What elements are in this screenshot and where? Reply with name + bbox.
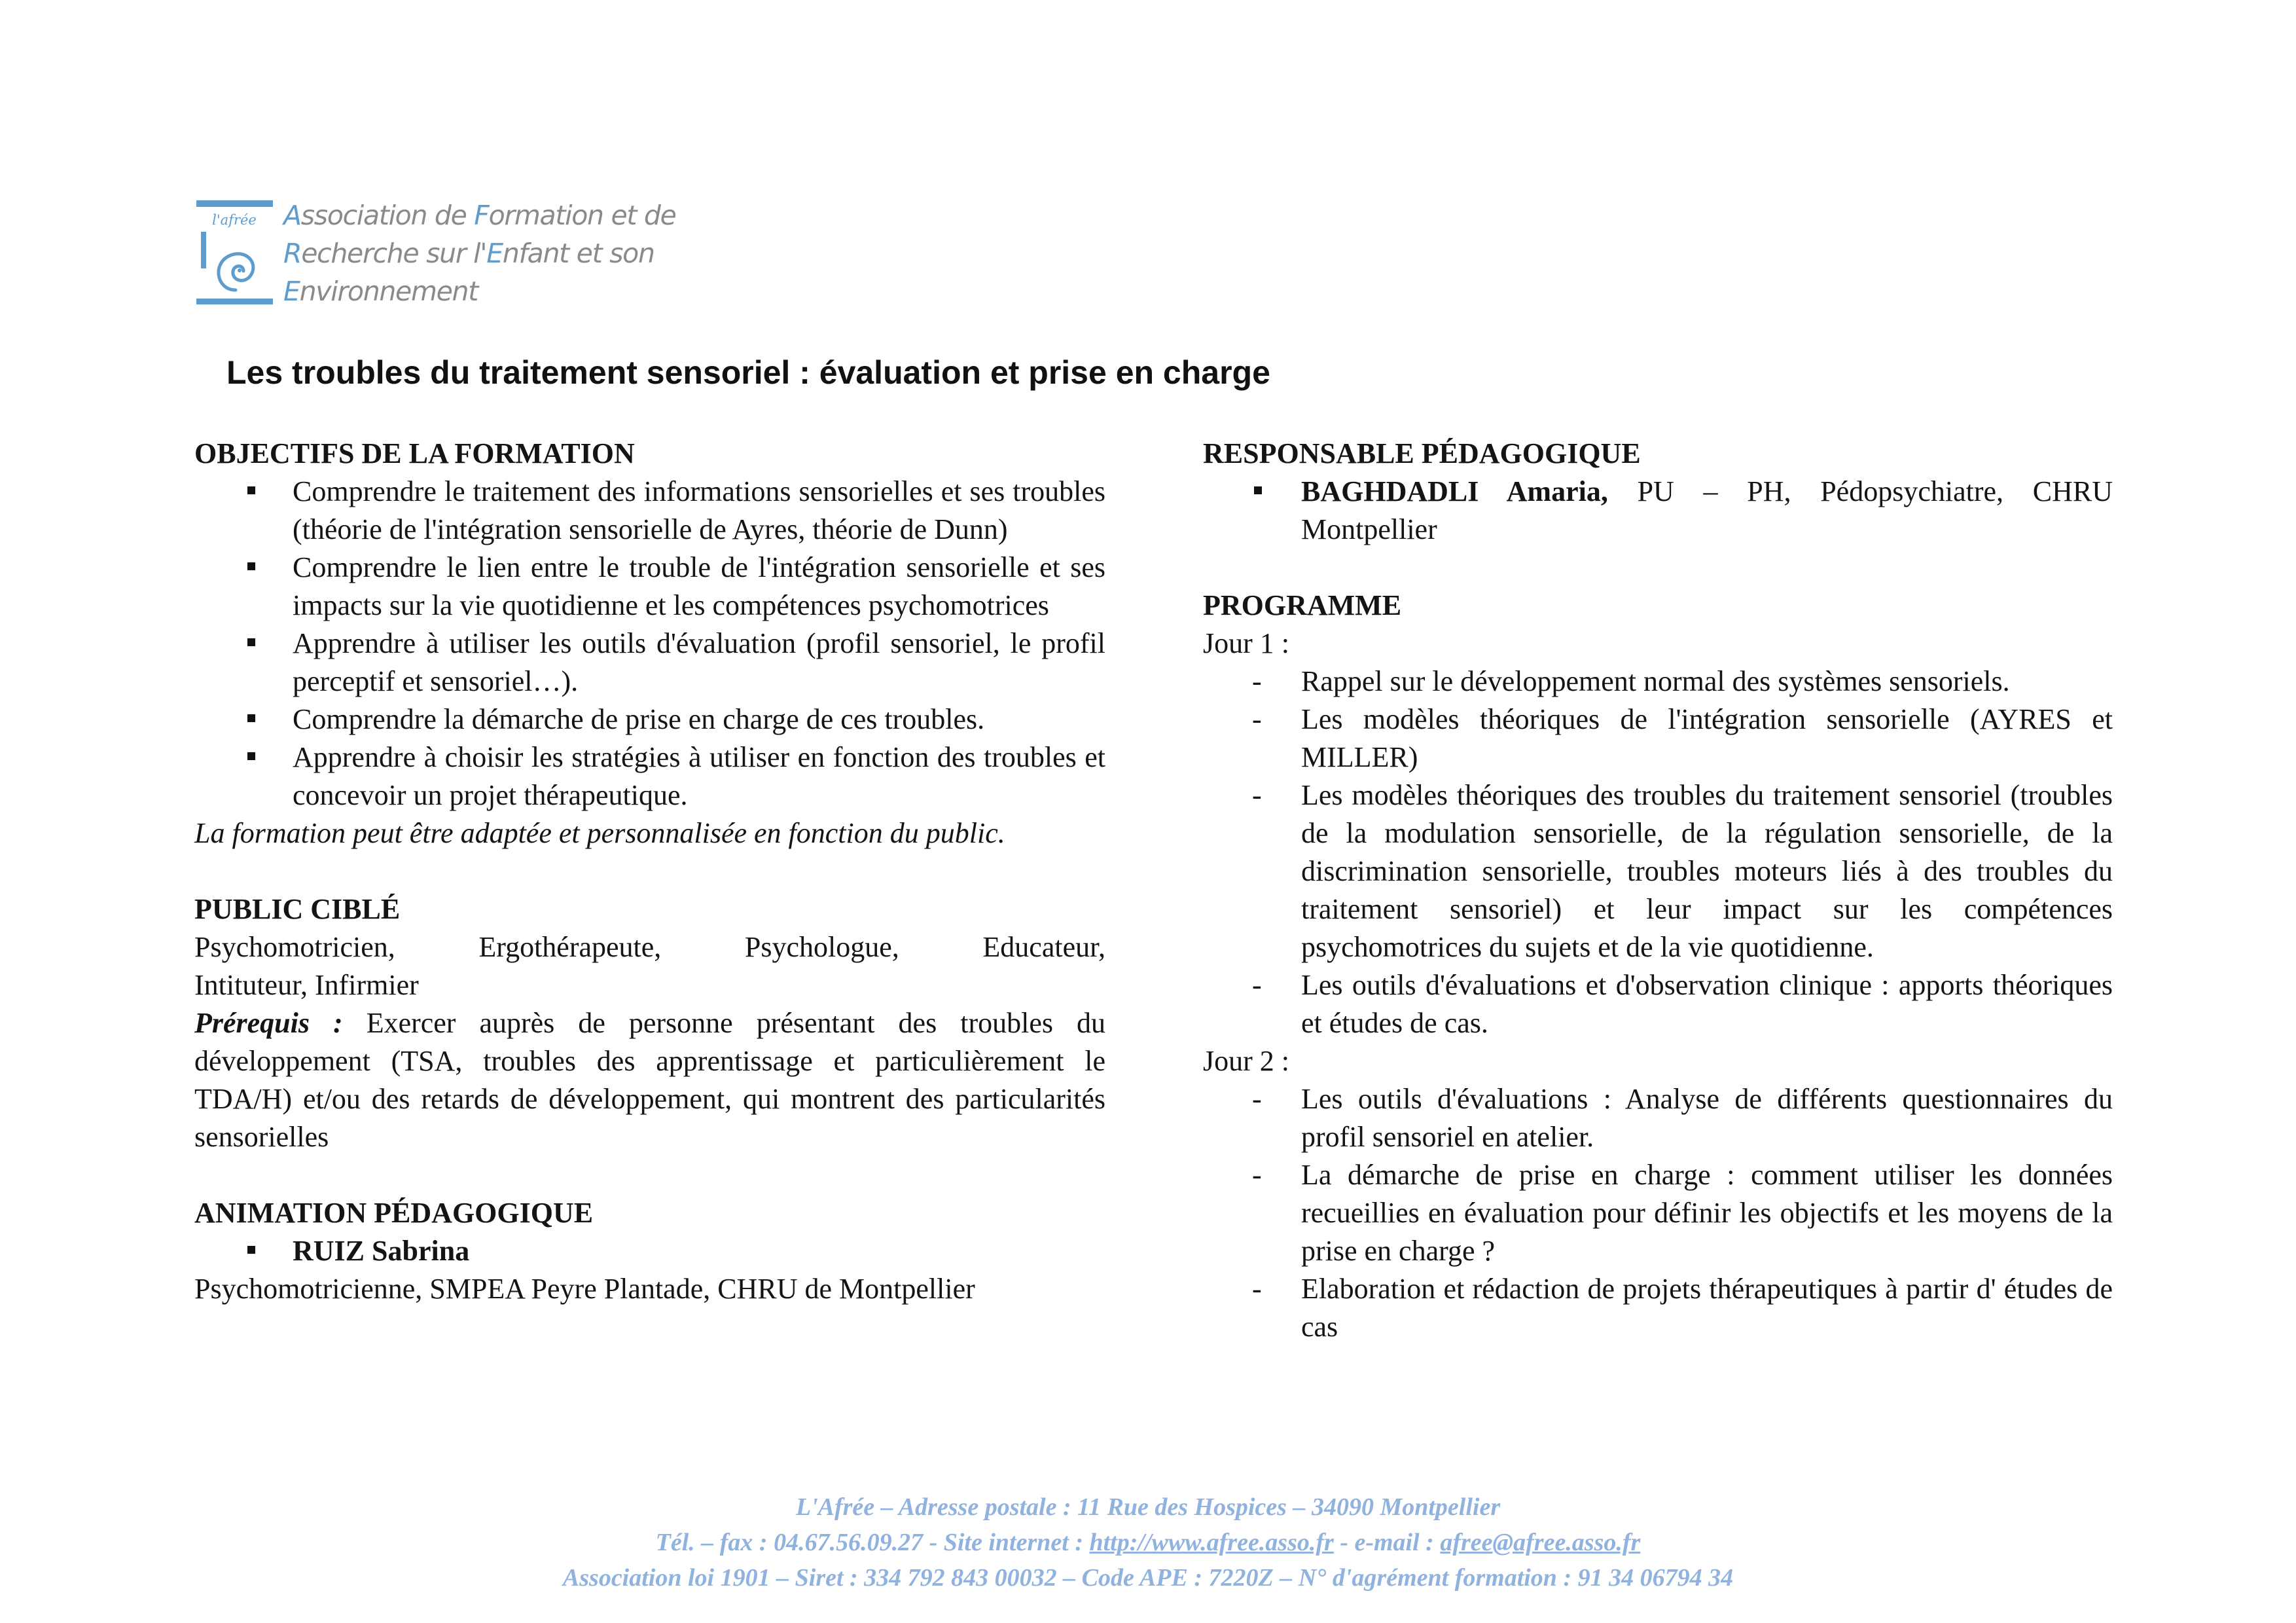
prerequis-text: Exercer auprès de personne présentant des troubles du développement (TSA, troubles des apprentissage et particulièrement le TDA/H) et/ou des retards de développement, qui montrent des particularités sensorielles <box>194 1007 1105 1153</box>
logo-mark-text: l'afrée <box>212 212 257 228</box>
logo-wordmark <box>283 196 676 310</box>
footer-contact: Tél. – fax : 04.67.56.09.27 - Site internet : http://www.afree.asso.fr - e-mail : afree@afree.asso.fr <box>655 1529 1641 1556</box>
day-1-item: - Les modèles théoriques de l'intégration sensorielle (AYRES et MILLER) <box>1203 701 2113 776</box>
logo-line-1: Association de Formation et de <box>283 200 676 231</box>
responsable-name: BAGHDADLI Amaria, <box>1301 475 1608 507</box>
footer-address: L'Afrée – Adresse postale : 11 Rue des Hospices – 34090 Montpellier <box>795 1493 1501 1521</box>
prerequis-paragraph <box>194 1004 1105 1156</box>
email-link[interactable]: afree@afree.asso.fr <box>1440 1529 1641 1556</box>
day-1-item: - Les outils d'évaluations et d'observation clinique : apports théoriques et études de cas. <box>1203 966 2113 1042</box>
public-heading: PUBLIC CIBLÉ <box>194 893 401 925</box>
day-1-label: Jour 1 : <box>1203 627 1289 659</box>
objectif-item: Apprendre à utiliser les outils d'évaluation (profil sensoriel, le profil perceptif et sensoriel…). <box>194 625 1105 701</box>
footer-legal: Association loi 1901 – Siret : 334 792 843 00032 – Code APE : 7220Z – N° d'agrément formation : 91 34 06794 34 <box>562 1564 1734 1592</box>
animation-detail: Psychomotricienne, SMPEA Peyre Plantade, CHRU de Montpellier <box>194 1273 975 1305</box>
left-column <box>194 435 1105 1308</box>
objectifs-heading: OBJECTIFS DE LA FORMATION <box>194 437 635 469</box>
objectif-item: Apprendre à choisir les stratégies à utiliser en fonction des troubles et concevoir un projet thérapeutique. <box>194 739 1105 814</box>
day-1-list <box>1203 663 2113 1042</box>
animation-list <box>194 1232 1105 1270</box>
objectif-item: Comprendre le lien entre le trouble de l'intégration sensorielle et ses impacts sur la vie quotidienne et les compétences psychomotrices <box>194 549 1105 625</box>
document-title: Les troubles du traitement sensoriel : évaluation et prise en charge <box>226 354 1270 391</box>
public-role: Psychologue, <box>744 931 899 963</box>
prerequis-label: Prérequis : <box>194 1007 343 1039</box>
public-role: Educateur, <box>982 931 1105 963</box>
public-role: Ergothérapeute, <box>478 931 662 963</box>
day-1-item: - Les modèles théoriques des troubles du traitement sensoriel (troubles de la modulation sensorielle, de la régulation sensorielle, de la discrimination sensorielle, troubles moteurs liés à des troubles du traitement sensoriel) et leur impact sur les compétences psychomotrices du sujets et de la vie quotidienne. <box>1203 776 2113 966</box>
animation-name: RUIZ Sabrina <box>194 1232 1105 1270</box>
public-role: Psychomotricien, <box>194 931 395 963</box>
public-roles-line-2: Intituteur, Infirmier <box>194 969 419 1001</box>
objectif-item: Comprendre le traitement des informations sensorielles et ses troubles (théorie de l'intégration sensorielle de Ayres, théorie de Dunn) <box>194 473 1105 549</box>
responsable-detail: PU – PH, Pédopsychiatre, CHRU Montpellier <box>1301 475 2113 545</box>
responsable-item <box>1203 473 2113 549</box>
public-roles <box>194 928 1105 966</box>
objectif-item: Comprendre la démarche de prise en charge de ces troubles. <box>194 701 1105 739</box>
afree-logo <box>196 196 694 311</box>
day-2-list <box>1203 1080 2113 1346</box>
day-2-item: - Elaboration et rédaction de projets thérapeutiques à partir d' études de cas <box>1203 1270 2113 1346</box>
website-link[interactable]: http://www.afree.asso.fr <box>1089 1529 1334 1556</box>
logo-line-2: Recherche sur l'Enfant et son <box>283 238 655 269</box>
page-footer <box>0 1489 2296 1596</box>
afree-snail-logo-icon <box>196 200 275 305</box>
right-column <box>1203 435 2113 1346</box>
day-1-item: - Rappel sur le développement normal des systèmes sensoriels. <box>1203 663 2113 701</box>
objectifs-note: La formation peut être adaptée et personnalisée en fonction du public. <box>194 817 1005 849</box>
responsable-heading: RESPONSABLE PÉDAGOGIQUE <box>1203 437 1641 469</box>
programme-heading: PROGRAMME <box>1203 589 1402 621</box>
objectifs-list <box>194 473 1105 814</box>
day-2-label: Jour 2 : <box>1203 1045 1289 1077</box>
animation-heading: ANIMATION PÉDAGOGIQUE <box>194 1197 594 1229</box>
responsable-list <box>1203 473 2113 549</box>
logo-line-3: Environnement <box>283 276 478 307</box>
day-2-item: - Les outils d'évaluations : Analyse de différents questionnaires du profil sensoriel en atelier. <box>1203 1080 2113 1156</box>
day-2-item: - La démarche de prise en charge : comment utiliser les données recueillies en évaluation pour définir les objectifs et les moyens de la prise en charge ? <box>1203 1156 2113 1270</box>
